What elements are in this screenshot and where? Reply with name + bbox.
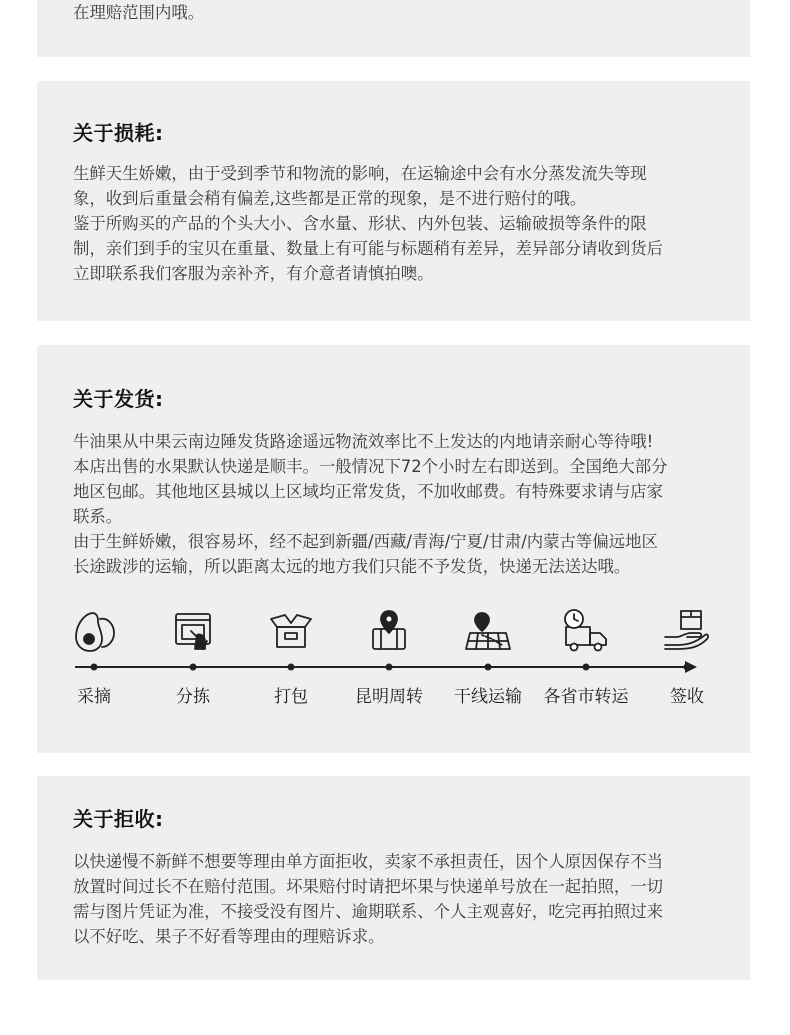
text-line: 在理赔范围内哦。 bbox=[73, 3, 205, 22]
text-line: 联系。 bbox=[73, 507, 123, 526]
step-label-trunk-transport: 干线运输 bbox=[454, 687, 522, 707]
delivery-truck-icon bbox=[565, 610, 606, 651]
reject-title: 关于拒收: bbox=[73, 807, 164, 831]
step-label-province-transfer: 各省市转运 bbox=[543, 687, 629, 707]
shipping-title: 关于发货: bbox=[73, 387, 164, 411]
step-label-sign: 签收 bbox=[670, 687, 704, 707]
text-line: 牛油果从中果云南边陲发货路途遥远物流效率比不上发达的内地请亲耐心等待哦! bbox=[73, 432, 654, 451]
step-label-pack: 打包 bbox=[274, 687, 308, 707]
step-label-pick: 采摘 bbox=[77, 687, 111, 707]
hand-package-icon bbox=[665, 611, 708, 649]
step-label-sort: 分拣 bbox=[176, 687, 210, 707]
loss-section bbox=[37, 81, 750, 321]
text-line: 放置时间过长不在赔付范围。坏果赔付时请把坏果与快递单号放在一起拍照，一切 bbox=[73, 877, 664, 896]
timeline-dot bbox=[485, 664, 492, 671]
avocado-icon bbox=[76, 613, 114, 651]
text-line: 由于生鲜娇嫩，很容易坏，经不起到新疆/西藏/青海/宁夏/甘肃/内蒙古等偏远地区 bbox=[73, 532, 658, 551]
open-box-icon bbox=[271, 615, 311, 647]
text-line: 以快递慢不新鲜不想要等理由单方面拒收，卖家不承担责任，因个人原因保存不当 bbox=[73, 852, 664, 871]
text-line: 立即联系我们客服为亲补齐，有介意者请慎拍噢。 bbox=[73, 264, 434, 283]
top-card-text bbox=[73, 0, 204, 25]
notice-card-top bbox=[37, 0, 750, 57]
text-line: 长途跋涉的运输，所以距离太远的地方我们只能不予发货，快递无法送达哦。 bbox=[73, 557, 631, 576]
text-line: 本店出售的水果默认快递是顺丰。一般情况下72个小时左右即送到。全国绝大部分 bbox=[73, 457, 668, 476]
reject-section bbox=[37, 776, 750, 980]
map-pin-box-icon bbox=[373, 611, 405, 649]
text-line: 以不好吃、果子不好看等理由的理赔诉求。 bbox=[73, 927, 385, 946]
text-line: 鉴于所购买的产品的个头大小、含水量、形状、内外包装、运输破损等条件的限 bbox=[73, 214, 647, 233]
loss-title: 关于损耗: bbox=[73, 121, 164, 145]
reject-text bbox=[73, 849, 663, 949]
timeline-dot bbox=[288, 664, 295, 671]
text-line: 生鲜天生娇嫩，由于受到季节和物流的影响，在运输途中会有水分蒸发流失等现 bbox=[73, 164, 647, 183]
text-line: 象，收到后重量会稍有偏差,这些都是正常的现象，是不进行赔付的哦。 bbox=[73, 189, 587, 208]
shipping-section bbox=[37, 345, 750, 753]
shipping-text bbox=[73, 429, 668, 579]
sorting-screen-icon bbox=[176, 614, 210, 649]
step-label-kunming-transfer: 昆明周转 bbox=[355, 687, 423, 707]
timeline-dot bbox=[91, 664, 98, 671]
timeline-dot bbox=[190, 664, 197, 671]
loss-text bbox=[73, 161, 663, 286]
timeline-dot bbox=[684, 664, 691, 671]
text-line: 需与图片凭证为准，不接受没有图片、逾期联系、个人主观喜好，吃完再拍照过来 bbox=[73, 902, 664, 921]
timeline-dot bbox=[386, 664, 393, 671]
route-map-icon bbox=[466, 613, 510, 649]
shipping-timeline bbox=[37, 607, 750, 717]
text-line: 地区包邮。其他地区县城以上区域均正常发货，不加收邮费。有特殊要求请与店家 bbox=[73, 482, 664, 501]
text-line: 制，亲们到手的宝贝在重量、数量上有可能与标题稍有差异，差异部分请收到货后 bbox=[73, 239, 664, 258]
timeline-dot bbox=[583, 664, 590, 671]
